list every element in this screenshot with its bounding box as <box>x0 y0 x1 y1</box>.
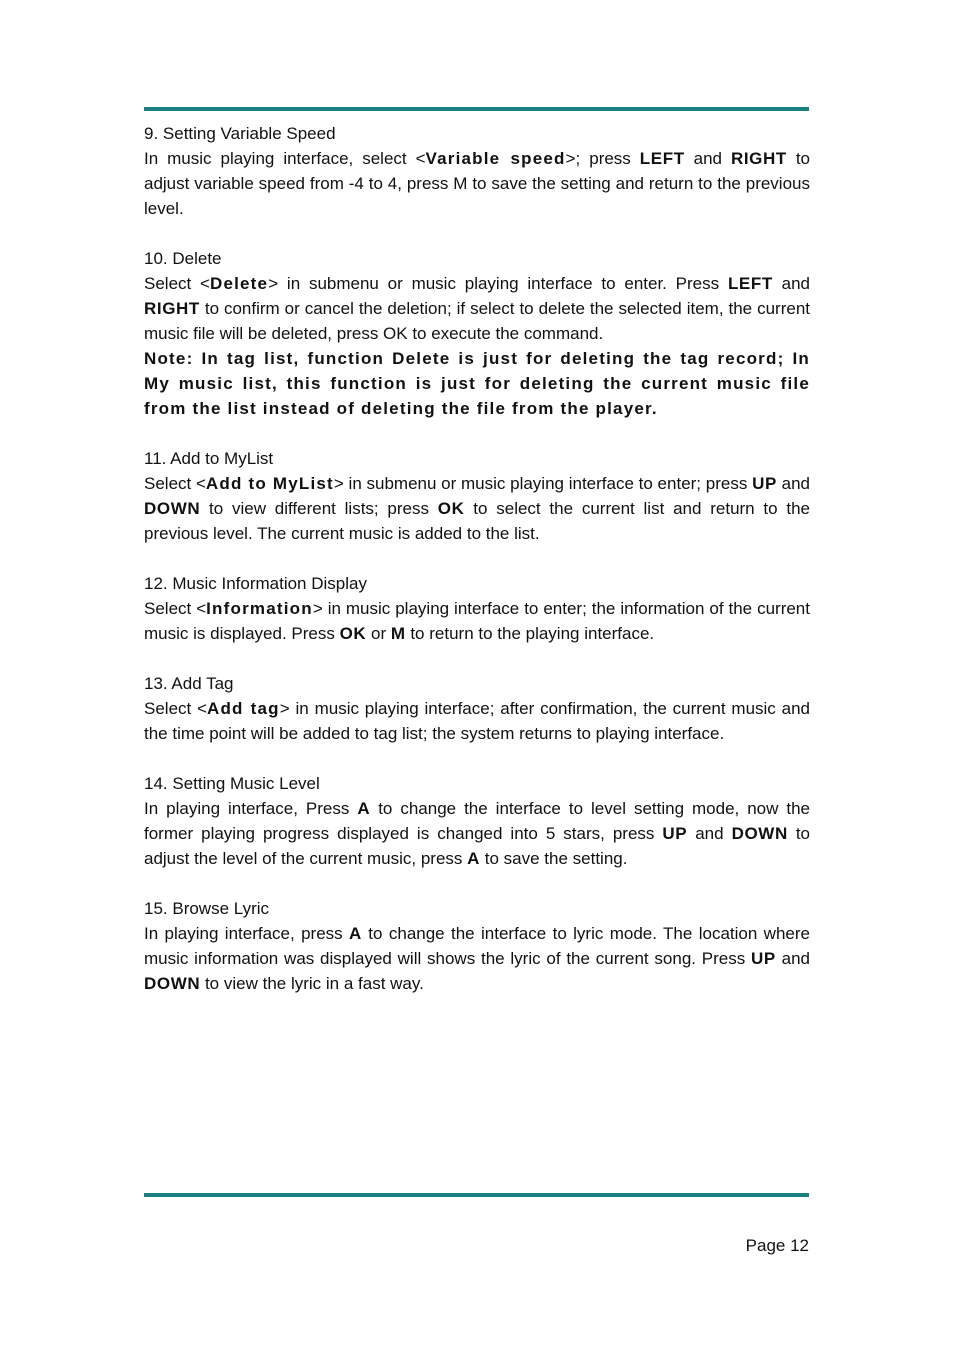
section-heading: 10. Delete <box>144 249 222 268</box>
section-heading: 11. Add to MyList <box>144 449 274 468</box>
key-label: UP <box>752 474 777 493</box>
key-label: DOWN <box>144 974 201 993</box>
section-music-level <box>144 771 810 871</box>
page-number: Page 12 <box>745 1236 809 1255</box>
key-label: LEFT <box>727 274 773 293</box>
key-label: UP <box>662 824 688 843</box>
section-add-tag <box>144 671 810 746</box>
key-label: UP <box>751 949 776 968</box>
key-label: M <box>390 624 406 643</box>
menu-item-label: Information <box>206 599 313 618</box>
section-browse-lyric <box>144 896 810 996</box>
menu-item-label: Add to MyList <box>205 474 334 493</box>
key-label: A <box>349 924 362 943</box>
key-label: OK <box>437 499 465 518</box>
section-variable-speed <box>144 121 810 221</box>
section-delete <box>144 246 810 421</box>
section-heading: 12. Music Information Display <box>144 574 367 593</box>
section-paragraph: In music playing interface, select <Variable speed>; press LEFT and RIGHT to adjust variable speed from -4 to 4, press M to save the setting and return to the previous level. <box>144 149 811 218</box>
key-label: DOWN <box>144 499 201 518</box>
section-paragraph: In playing interface, press A to change the interface to lyric mode. The location where music information was displayed will shows the lyric of the current song. Press UP and DOWN to view the lyric in a fast way. <box>144 924 810 993</box>
key-label: A <box>467 849 481 868</box>
section-paragraph: Select <Add to MyList> in submenu or music playing interface to enter; press UP and DOWN to view different lists; press OK to select the current list and return to the previous level. The current music is added to the list. <box>144 474 811 543</box>
section-paragraph: Select <Information> in music playing interface to enter; the information of the current music is displayed. Press OK or M to return to the playing interface. <box>144 599 810 643</box>
note-paragraph: Note: In tag list, function Delete is just for deleting the tag record; In My music list, this function is just for deleting the current music file from the list instead of deleting the file from the player. <box>144 349 810 418</box>
menu-item-label: Variable speed <box>425 149 566 168</box>
footer-rule <box>144 1193 809 1197</box>
key-label: OK <box>339 624 367 643</box>
section-heading: 13. Add Tag <box>144 674 234 693</box>
section-paragraph: In playing interface, Press A to change the interface to level setting mode, now the former playing progress displayed is changed into 5 stars, press UP and DOWN to adjust the level of the current music, press A to save the setting. <box>144 799 811 868</box>
section-paragraph: Select <Delete> in submenu or music playing interface to enter. Press LEFT and RIGHT to confirm or cancel the deletion; if select to delete the selected item, the current music file will be deleted, press OK to execute the command. <box>144 274 810 343</box>
menu-item-label: Delete <box>209 274 269 293</box>
section-paragraph: Select <Add tag> in music playing interface; after confirmation, the current music and the time point will be added to tag list; the system returns to playing interface. <box>144 699 810 743</box>
key-label: RIGHT <box>730 149 787 168</box>
section-information <box>144 571 810 646</box>
key-label: DOWN <box>731 824 788 843</box>
key-label: A <box>357 799 371 818</box>
key-label: RIGHT <box>144 299 200 318</box>
section-heading: 9. Setting Variable Speed <box>144 124 336 143</box>
key-label: LEFT <box>639 149 685 168</box>
section-heading: 14. Setting Music Level <box>144 774 320 793</box>
section-heading: 15. Browse Lyric <box>144 899 270 918</box>
document-body <box>144 121 810 1021</box>
menu-item-label: Add tag <box>207 699 280 718</box>
header-rule <box>144 107 809 111</box>
section-add-to-mylist <box>144 446 810 546</box>
